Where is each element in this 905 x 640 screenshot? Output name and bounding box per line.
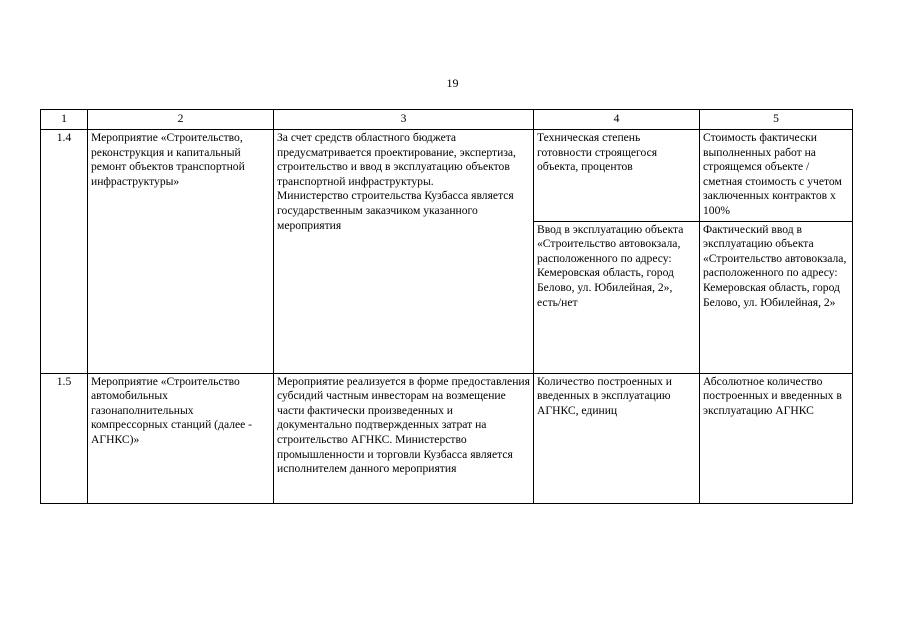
- description-paragraph: За счет средств областного бюджета предусматривается проектирование, экспертиза, строительство и ввод в эксплуатацию объектов транспортной инфраструктуры.: [277, 131, 516, 188]
- table-header-row: [41, 110, 853, 130]
- indicator-method-cell: Фактический ввод в эксплуатацию объекта «Строительство автовокзала, расположенного по адресу: Кемеровская область, город Белово, ул. Юбилейная, 2»: [700, 221, 853, 373]
- measure-name-cell: Мероприятие «Строительство, реконструкция и капитальный ремонт объектов транспортной инфраструктуры»: [88, 130, 274, 374]
- row-number: 1.5: [41, 373, 88, 503]
- page-number: 19: [446, 76, 459, 90]
- table-row-1-5: [41, 373, 853, 503]
- indicator-method-cell: Стоимость фактически выполненных работ на строящемся объекте / сметная стоимость с учетом заключенных контрактов х 100%: [700, 130, 853, 222]
- description-paragraph: Министерство строительства Кузбасса является государственным заказчиком указанного мероприятия: [277, 189, 514, 232]
- measure-description-cell: [274, 130, 534, 374]
- row-number: 1.4: [41, 130, 88, 374]
- column-header-5: 5: [700, 110, 853, 130]
- measure-name-cell: Мероприятие «Строительство автомобильных газонаполнительных компрессорных станций (далее - АГНКС)»: [88, 373, 274, 503]
- indicator-name-cell: Количество построенных и введенных в эксплуатацию АГНКС, единиц: [534, 373, 700, 503]
- column-header-4: 4: [534, 110, 700, 130]
- indicator-name-cell: Техническая степень готовности строящегося объекта, процентов: [534, 130, 700, 222]
- program-measures-table: [40, 109, 853, 504]
- indicator-method-cell: Абсолютное количество построенных и введенных в эксплуатацию АГНКС: [700, 373, 853, 503]
- indicator-name-cell: Ввод в эксплуатацию объекта «Строительство автовокзала, расположенного по адресу: Кемеровская область, город Белово, ул. Юбилейная, 2», есть/нет: [534, 221, 700, 373]
- column-header-3: 3: [274, 110, 534, 130]
- column-header-1: 1: [41, 110, 88, 130]
- measure-description-cell: Мероприятие реализуется в форме предоставления субсидий частным инвесторам на возмещение части фактически произведенных и документально подтвержденных затрат на строительство АГНКС. Министерство промышленности и торговли Кузбасса является исполнителем данного мероприятия: [274, 373, 534, 503]
- table-row-1-4: [41, 130, 853, 222]
- column-header-2: 2: [88, 110, 274, 130]
